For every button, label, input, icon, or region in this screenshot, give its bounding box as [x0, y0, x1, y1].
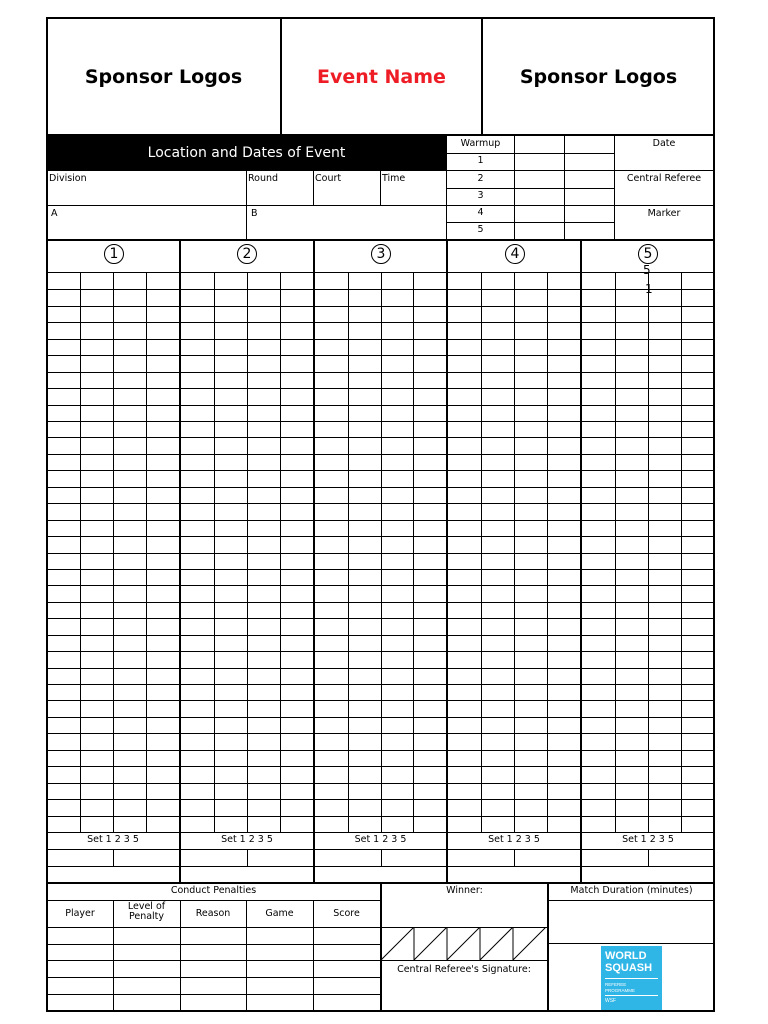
sponsor-logos-right: Sponsor Logos	[519, 66, 678, 88]
penalty-col-reason: Reason	[195, 908, 231, 919]
penalty-col-score: Score	[333, 908, 360, 919]
game-divider-1	[179, 240, 181, 882]
grid-col-line	[80, 273, 81, 832]
winner-label: Winner:	[446, 885, 483, 896]
set-label-game-3: Set 1 2 3 5	[354, 834, 407, 845]
warmup-row-line	[447, 153, 614, 154]
warmup-row-line	[447, 222, 614, 223]
set-split-line	[514, 849, 515, 866]
grid-col-line	[146, 273, 147, 832]
set-split-line	[648, 849, 649, 866]
game-number-2: 2	[237, 244, 257, 264]
penalty-row-line	[47, 977, 380, 978]
info-divider-round	[246, 170, 247, 240]
game-number-3: 3	[371, 244, 391, 264]
world-squash-logo	[601, 946, 662, 1010]
grid-col-line	[113, 273, 114, 832]
penalty-row-line	[47, 994, 380, 995]
event-name: Event Name	[317, 66, 446, 88]
grid-col-line	[348, 273, 349, 832]
game-number-1: 1	[104, 244, 124, 264]
grid-col-line	[214, 273, 215, 832]
warmup-row-3: 3	[477, 190, 484, 201]
grid-col-line	[514, 273, 515, 832]
warmup-row-line	[447, 205, 614, 206]
player-b-label: B	[251, 208, 258, 219]
game-divider-4	[580, 240, 582, 882]
logo-rule	[605, 995, 658, 996]
penalty-row-line	[47, 960, 380, 961]
warmup-row-1: 1	[477, 155, 484, 166]
logo-rule	[605, 978, 658, 979]
game-divider-2	[313, 240, 315, 882]
court-label: Court	[315, 173, 342, 184]
logo-sub-1: REFEREE	[605, 982, 627, 987]
match-duration-label: Match Duration (minutes)	[570, 885, 693, 896]
grid-row-line	[47, 832, 714, 833]
grid-col-line	[681, 273, 682, 832]
grid-col-line	[481, 273, 482, 832]
marker-label: Marker	[647, 208, 681, 219]
round-label: Round	[248, 173, 279, 184]
penalties-header-line	[47, 927, 380, 928]
logo-sub-2: PROGRAMME	[605, 987, 636, 993]
set-row-line	[47, 866, 714, 867]
penalties-title-line	[47, 900, 380, 901]
stray-mark-1: 1	[645, 282, 653, 296]
warmup-row-line	[447, 170, 614, 171]
division-label: Division	[49, 173, 87, 184]
stray-mark-5: 5	[643, 263, 651, 277]
set-label-game-4: Set 1 2 3 5	[488, 834, 540, 845]
player-a-label: A	[51, 208, 58, 219]
grid-col-line	[280, 273, 281, 832]
warmup-row-5: 5	[477, 224, 484, 235]
grid-col-line	[648, 273, 649, 832]
set-label-game-2: Set 1 2 3 5	[221, 834, 273, 845]
game-number-4: 4	[505, 244, 525, 264]
logo-line-2: SQUASH	[605, 962, 653, 974]
warmup-col-3	[614, 136, 615, 240]
set-label-game-1: Set 1 2 3 5	[87, 834, 139, 845]
grid-col-line	[615, 273, 616, 832]
warmup-row-4: 4	[477, 207, 484, 218]
officials-line-1	[614, 170, 714, 171]
logo-sub-3: WSF	[605, 998, 617, 1004]
grid-col-line	[547, 273, 548, 832]
central-referee-label: Central Referee	[626, 173, 702, 184]
set-split-line	[247, 849, 248, 866]
duration-title-line	[548, 900, 714, 901]
set-split-line	[381, 849, 382, 866]
logo-line-1: WORLD	[605, 950, 647, 962]
date-label: Date	[652, 138, 676, 149]
info-divider-court	[313, 170, 314, 205]
game-tally-slashes	[381, 927, 547, 960]
time-label: Time	[382, 173, 406, 184]
penalty-col-game: Game	[265, 908, 294, 919]
sponsor-logos-left: Sponsor Logos	[84, 66, 243, 88]
penalty-col-level: Level of Penalty	[127, 901, 166, 923]
duration-box-line	[548, 943, 714, 944]
grid-col-line	[413, 273, 414, 832]
officials-line-2	[614, 205, 714, 206]
warmup-row-line	[447, 188, 614, 189]
tally-box-line	[381, 960, 547, 961]
warmup-label: Warmup	[460, 138, 501, 149]
game-divider-3	[446, 240, 448, 882]
grid-col-line	[247, 273, 248, 832]
game-number-5: 5	[638, 244, 658, 264]
grid-top-line	[47, 239, 714, 241]
conduct-penalties-title: Conduct Penalties	[170, 885, 257, 896]
set-split-line	[113, 849, 114, 866]
referee-signature-label: Central Referee's Signature:	[397, 964, 531, 975]
info-divider-time	[380, 170, 381, 205]
grid-col-line	[381, 273, 382, 832]
bottom-divider-2	[547, 883, 549, 1011]
penalty-row-line	[47, 944, 380, 945]
location-title: Location and Dates of Event	[147, 145, 346, 161]
penalty-col-player: Player	[65, 908, 95, 919]
set-label-game-5: Set 1 2 3 5	[622, 834, 674, 845]
warmup-row-2: 2	[477, 173, 484, 184]
